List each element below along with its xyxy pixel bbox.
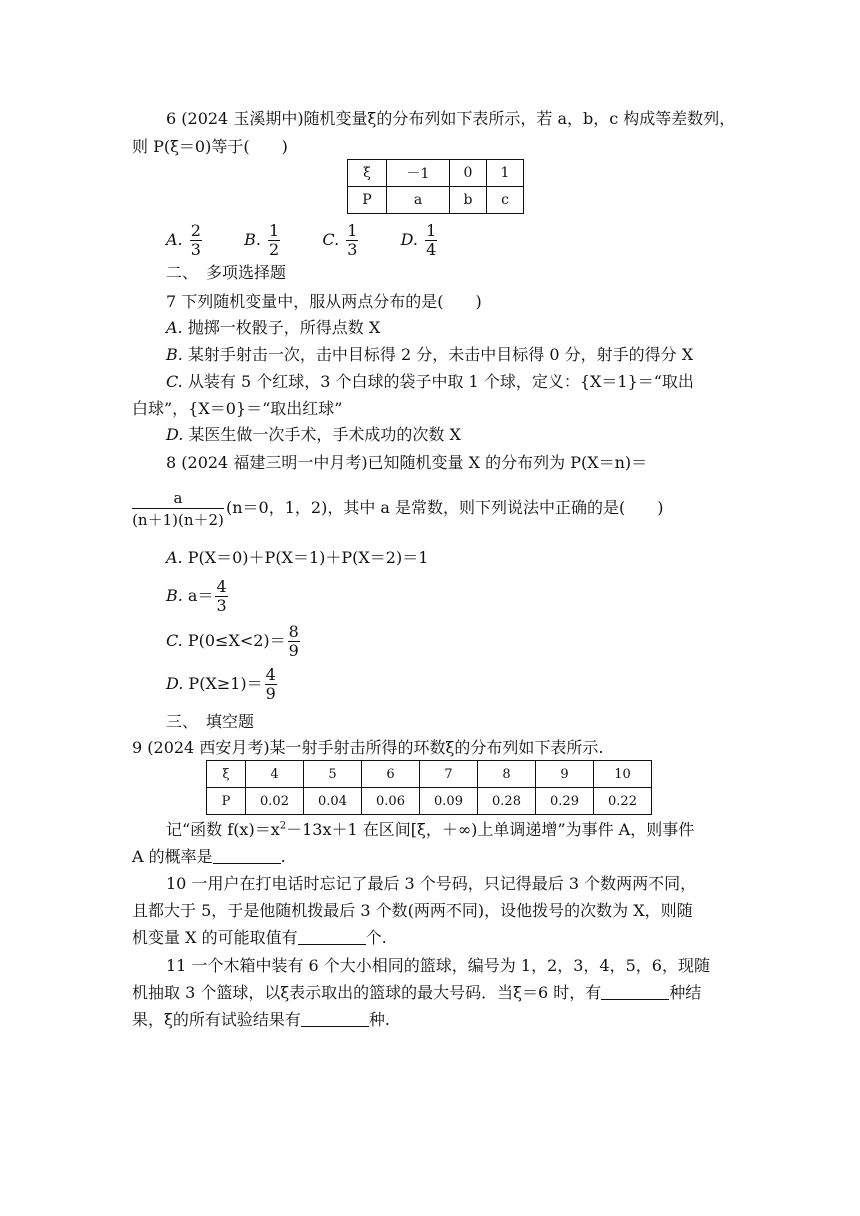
table-cell: P — [207, 788, 246, 815]
table-cell: 10 — [594, 761, 652, 788]
q9-distribution-table — [206, 760, 652, 815]
q8-option-b[interactable]: B. a＝ $\frac{4}{3}$ — [166, 577, 227, 615]
table-cell: 0 — [450, 160, 487, 187]
q7-option-b[interactable]: B. 某射手射击一次，击中目标得 2 分，未击中目标得 0 分，射手的得分 X — [166, 345, 694, 364]
q7-option-a[interactable]: A. 抛掷一枚骰子，所得点数 X — [166, 318, 381, 337]
table-row — [207, 788, 652, 815]
q6-line1: 6 (2024 玉溪期中)随机变量ξ的分布列如下表所示，若 a，b，c 构成等差数列， — [166, 109, 736, 128]
q8-option-a[interactable]: A. P(X＝0)＋P(X＝1)＋P(X＝2)＝1 — [166, 548, 429, 567]
table-cell: 0.06 — [362, 788, 420, 815]
answer-blank[interactable] — [213, 847, 281, 864]
table-cell: ξ — [348, 160, 387, 187]
q6-options — [166, 220, 439, 260]
table-row — [348, 187, 524, 214]
table-cell: a — [387, 187, 450, 214]
q9-line2: A 的概率是 . — [132, 847, 286, 866]
table-cell: 0.09 — [420, 788, 478, 815]
table-cell: 0.04 — [304, 788, 362, 815]
q10-line1: 10 一用户在打电话时忘记了最后 3 个号码，只记得最后 3 个数两两不同， — [166, 874, 697, 893]
q7-option-c-cont: 白球”，{X＝0}＝“取出红球” — [132, 399, 343, 418]
q8-option-d[interactable]: D. P(X≥1)＝ $\frac{4}{9}$ — [166, 665, 276, 703]
answer-blank[interactable] — [601, 983, 669, 1000]
table-cell: ξ — [207, 761, 246, 788]
table-cell: 6 — [362, 761, 420, 788]
option-d[interactable]: D. $\frac{1}{4}$ — [400, 221, 437, 259]
q9-line1: 记“函数 $f(x)=x^2-13x+1$ 在区间[ξ，＋∞)上单调递增”为事件 A，则事件 — [166, 820, 695, 839]
q9-stem: 9 (2024 西安月考)某一射手射击所得的环数ξ的分布列如下表所示. — [132, 738, 604, 757]
table-cell: 4 — [246, 761, 304, 788]
q8-line1: 8 (2024 福建三明一中月考)已知随机变量 X 的分布列为 P(X＝n)＝ — [166, 453, 648, 472]
q10-line2: 且都大于 5，于是他随机拨最后 3 个数(两两不同)，设他拨号的次数为 X，则随 — [132, 901, 693, 920]
q7-stem: 7 下列随机变量中，服从两点分布的是( ) — [166, 292, 482, 311]
q11-line2: 机抽取 3 个篮球，以ξ表示取出的篮球的最大号码．当ξ＝6 时，有 种结 — [132, 983, 702, 1002]
table-cell: 5 — [304, 761, 362, 788]
section-heading-fill-in: 三、 填空题 — [166, 712, 255, 731]
table-cell: 0.28 — [478, 788, 536, 815]
q11-line1: 11 一个木箱中装有 6 个大小相同的篮球，编号为 1，2，3，4，5，6，现随 — [166, 956, 710, 975]
table-cell: 0.29 — [536, 788, 594, 815]
q10-line3: 机变量 X 的可能取值有 个. — [132, 928, 387, 947]
table-cell: 0.02 — [246, 788, 304, 815]
table-row — [348, 160, 524, 187]
table-cell: P — [348, 187, 387, 214]
option-b[interactable]: B. $\frac{1}{2}$ — [244, 221, 280, 259]
q7-option-c[interactable]: C. 从装有 5 个红球，3 个白球的袋子中取 1 个球，定义：{X＝1}＝“取出 — [166, 372, 694, 391]
table-cell: 0.22 — [594, 788, 652, 815]
q8-option-c[interactable]: C. P(0≤X<2)＝ $\frac{8}{9}$ — [166, 622, 299, 660]
table-row — [207, 761, 652, 788]
q7-option-d[interactable]: D. 某医生做一次手术，手术成功的次数 X — [166, 425, 461, 444]
answer-blank[interactable] — [298, 928, 366, 945]
table-cell: －1 — [387, 160, 450, 187]
q6-line2: 则 P(ξ＝0)等于( ) — [132, 137, 288, 156]
q8-line2: (n＝0，1，2)，其中 a 是常数，则下列说法中正确的是( ) — [226, 498, 664, 517]
table-cell: 7 — [420, 761, 478, 788]
table-cell: 8 — [478, 761, 536, 788]
q11-line3: 果，ξ的所有试验结果有 种. — [132, 1010, 390, 1029]
table-cell: 1 — [487, 160, 524, 187]
section-heading-multiple-choice: 二、 多项选择题 — [166, 263, 287, 282]
answer-blank[interactable] — [301, 1010, 369, 1027]
q8-fraction: $\frac{a}{(n+1)(n+2)}$ — [132, 489, 224, 529]
table-cell: c — [487, 187, 524, 214]
option-a[interactable]: A. $\frac{2}{3}$ — [166, 221, 201, 259]
table-cell: b — [450, 187, 487, 214]
table-cell: 9 — [536, 761, 594, 788]
q6-distribution-table — [347, 159, 524, 214]
option-c[interactable]: C. $\frac{1}{3}$ — [322, 221, 358, 259]
